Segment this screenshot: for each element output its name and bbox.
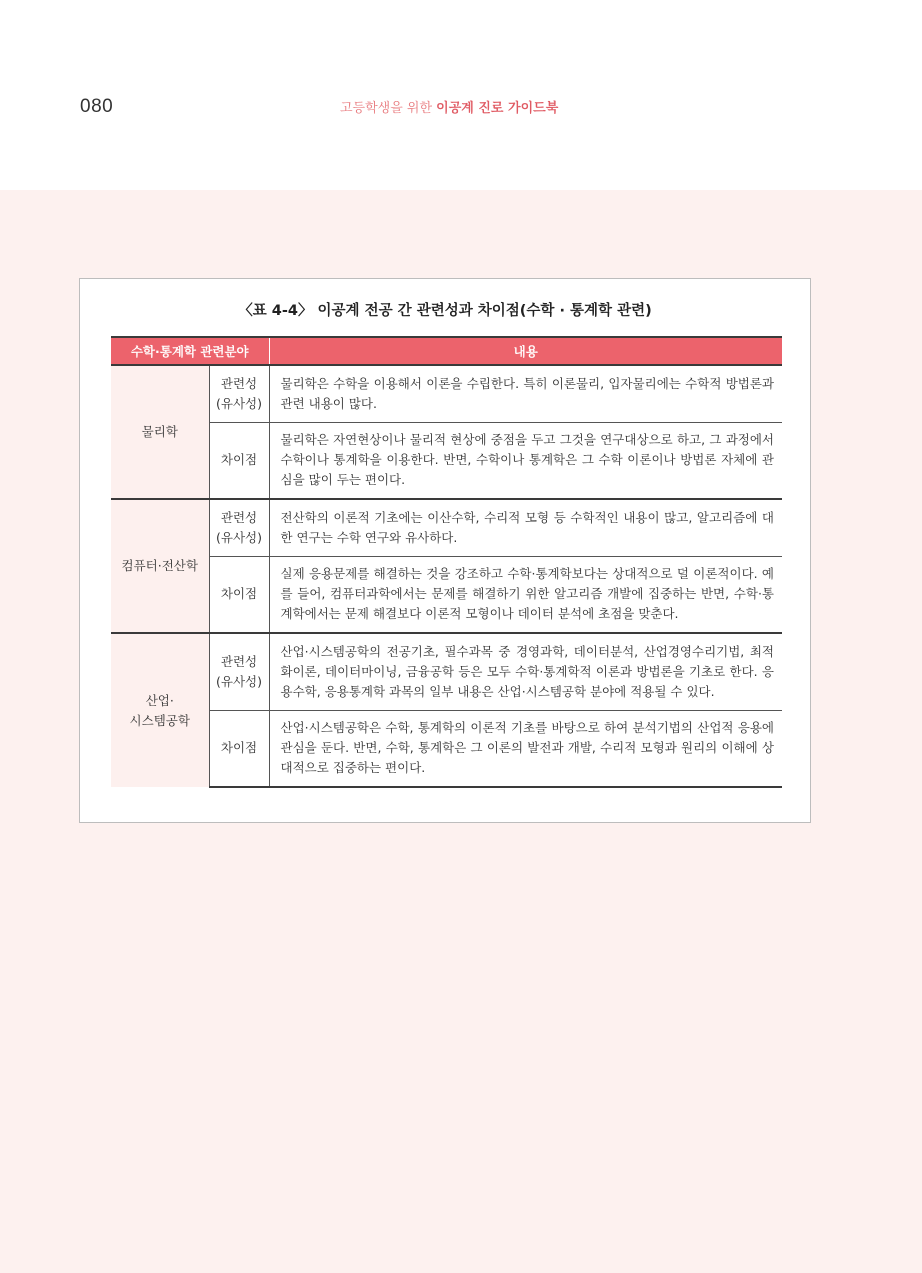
field-label-line2: 시스템공학: [129, 712, 190, 728]
aspect-cell: [209, 365, 269, 422]
aspect-cell: [209, 422, 269, 499]
aspect-label: 차이점: [220, 452, 258, 468]
field-label: 산업·: [145, 692, 174, 708]
running-head-prefix: 고등학생을 위한: [340, 101, 437, 116]
aspect-cell: [209, 556, 269, 633]
aspect-label: 관련성: [220, 653, 258, 669]
aspect-sublabel: (유사성): [216, 395, 262, 411]
content-cell: 전산학의 이론적 기초에는 이산수학, 수리적 모형 등 수학적인 내용이 많고, 알고리즘에 대한 연구는 수학 연구와 유사하다.: [269, 499, 782, 556]
table-row: [111, 499, 782, 556]
aspect-label: 차이점: [220, 586, 258, 602]
content-cell: 실제 응용문제를 해결하는 것을 강조하고 수학·통계학보다는 상대적으로 덜 이론적이다. 예를 들어, 컴퓨터과학에서는 문제를 해결하기 위한 알고리즘 개발에 집중하는 반면, 수학·통계학에서는 문제 해결보다 이론적 모형이나 데이터 분석에 초점을 맞춘다.: [269, 556, 782, 633]
aspect-cell: [209, 633, 269, 710]
aspect-sublabel: (유사성): [216, 529, 262, 545]
page-number: 080: [80, 96, 114, 117]
content-cell: 산업·시스템공학은 수학, 통계학의 이론적 기초를 바탕으로 하여 분석기법의 산업적 응용에 관심을 둔다. 반면, 수학, 통계학은 그 이론의 발전과 개발, 수리적 모형과 원리의 이해에 상대적으로 집중하는 편이다.: [269, 710, 782, 787]
aspect-label: 차이점: [220, 740, 258, 756]
table-row: [111, 422, 782, 499]
aspect-cell: [209, 710, 269, 787]
content-cell: 물리학은 자연현상이나 물리적 현상에 중점을 두고 그것을 연구대상으로 하고, 그 과정에서 수학이나 통계학을 이용한다. 반면, 수학이나 통계학은 그 수학 이론이나 방법론 자체에 관심을 많이 두는 편이다.: [269, 422, 782, 499]
aspect-cell: [209, 499, 269, 556]
field-cell-computer: [111, 499, 209, 633]
aspect-label: 관련성: [220, 509, 258, 525]
header-content: 내용: [269, 337, 782, 365]
table-row: [111, 633, 782, 710]
table-row: [111, 556, 782, 633]
table-box: [79, 278, 811, 823]
running-head-title: 이공계 진로 가이드북: [436, 101, 559, 116]
table-caption: 〈표 4-4〉 이공계 전공 간 관련성과 차이점(수학 · 통계학 관련): [238, 303, 652, 319]
page-header: [0, 0, 922, 190]
table-row: [111, 365, 782, 422]
field-label: 컴퓨터·전산학: [121, 558, 198, 573]
aspect-sublabel: (유사성): [216, 673, 262, 689]
running-head: [340, 97, 558, 116]
table-header-row: [111, 337, 782, 365]
content-cell: 산업·시스템공학의 전공기초, 필수과목 중 경영과학, 데이터분석, 산업경영수리기법, 최적화이론, 데이터마이닝, 금융공학 등은 모두 수학·통계학적 이론과 방법론을 기초로 한다. 응용수학, 응용통계학 과목의 일부 내용은 산업·시스템공학 분야에 적용될 수 있다.: [269, 633, 782, 710]
content-cell: 물리학은 수학을 이용해서 이론을 수립한다. 특히 이론물리, 입자물리에는 수학적 방법론과 관련 내용이 많다.: [269, 365, 782, 422]
table-row: [111, 710, 782, 787]
aspect-label: 관련성: [220, 375, 258, 391]
field-label: 물리학: [141, 424, 178, 439]
field-cell-industrial: [111, 633, 209, 787]
field-cell-physics: [111, 365, 209, 499]
header-field: 수학·통계학 관련분야: [111, 337, 269, 365]
comparison-table: [111, 336, 782, 788]
